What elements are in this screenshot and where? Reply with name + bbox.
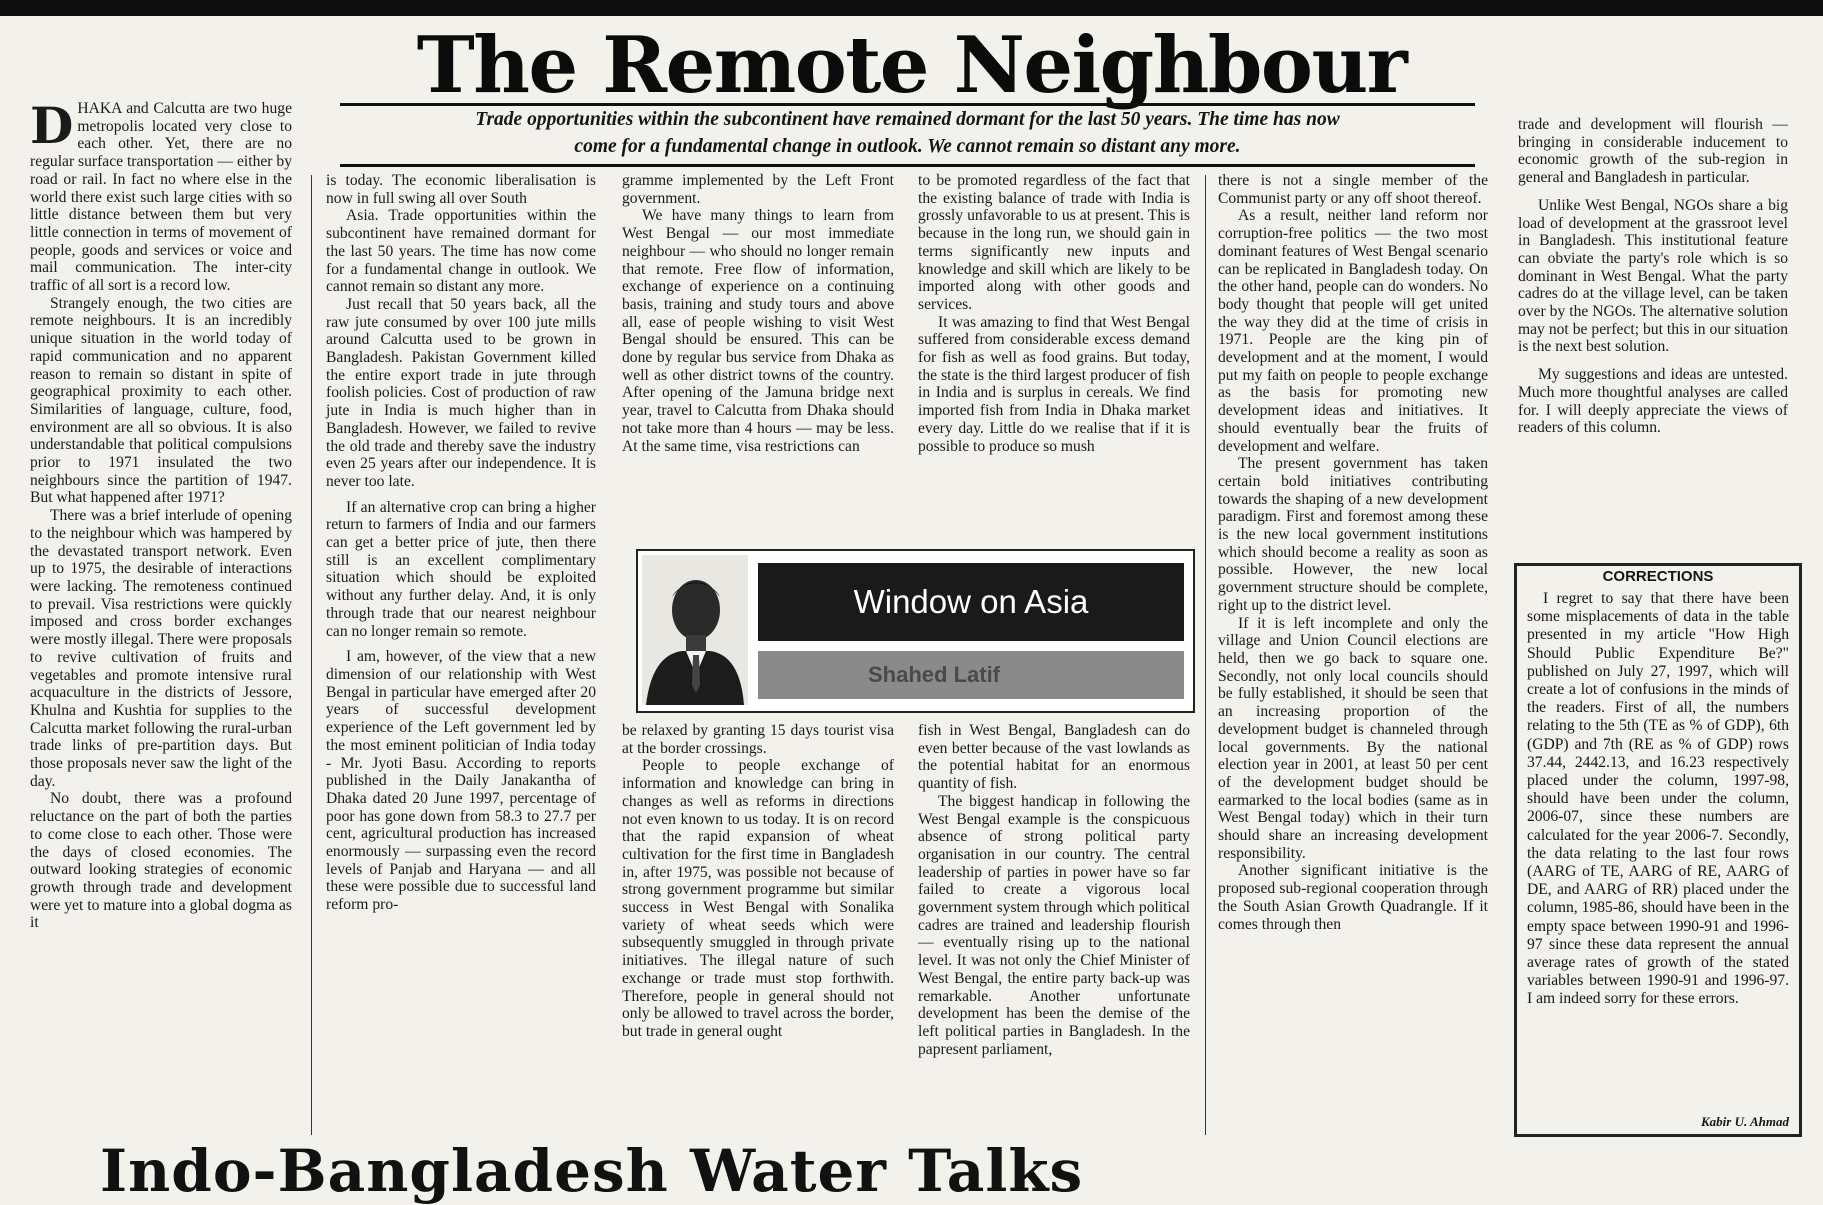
paragraph: As a result, neither land reform nor corruption-free politics — the two most dominant features of West Bengal scenario can be replicated in Bangladesh today. On the other hand, people can do wonders. No body thought that people will get united the way they did at the time of crisis in 1971. People are the king pin of development and at the moment, I would put my faith on people to people exchange as the basis for promoting new development ideas and initiatives. It should eventually bear the fruits of development and welfare. [1218,207,1488,455]
column-2 [326,172,596,1140]
author-portrait-icon [642,555,748,705]
deck-line-1: Trade opportunities within the subcontinent have remained dormant for the last 50 years. The time has now [475,109,1340,130]
article-deck [340,103,1475,167]
paragraph: My suggestions and ideas are untested. Much more thoughtful analyses are called for. I will deeply appreciate the views of readers of this column. [1518,366,1788,437]
corrections-box [1514,563,1802,1137]
paragraph: trade and development will flourish — bringing in considerable inducement to economic growth of the sub-region in general and Bangladesh in particular. [1518,116,1788,187]
paragraph: Unlike West Bengal, NGOs share a big load of development at the grassroot level in Bangladesh. This institutional feature can obviate the party's role which is so dominant in West Bengal. What the party cadres do at the village level, can be taken over by the NGOs. The alternative solution may not be perfect; but this in our situation is the next best solution. [1518,196,1788,356]
paragraph: It was amazing to find that West Bengal suffered from considerable excess demand for fish as well as food grains. But today, the state is the third largest producer of fish in India and is surplus in cereals. We find imported fish from India in Dhaka market every day. Little do we realise that if it is possible to produce so mush [918,313,1190,455]
paragraph: be relaxed by granting 15 days tourist visa at the border crossings. [622,722,894,757]
column-logo-box [636,549,1195,713]
column-3-top [622,172,894,536]
paragraph: No doubt, there was a profound reluctance on the part of both the parties to come close to each other. Those were the days of closed economies. The outward looking strategies of economic growth through trade and development were yet to mature into a global dogma as it [30,790,292,932]
column-3-bottom [622,722,894,1140]
column-4-bottom [918,722,1190,1140]
corrections-signature: Kabir U. Ahmad [1700,1114,1789,1129]
paragraph: Asia. Trade opportunities within the subcontinent have remained dormant for the last 50 years. The time has now come for a fundamental change in outlook. We cannot remain so distant any more. [326,207,596,296]
paragraph: Another significant initiative is the proposed sub-regional cooperation through the South Asian Growth Quadrangle. If it comes through then [1218,862,1488,933]
author-portrait-graphic [642,555,748,705]
column-divider [311,175,312,1135]
drop-cap: D [30,96,74,155]
paragraph: There was a brief interlude of opening to the neighbour which was hampered by the devastated transport network. Even up to 1975, the desirable of interactions were lacking. The remoteness continued to prevail. Visa restrictions were quickly imposed and cross border exchanges were mostly illegal. There were proposals to revive cultivation of fruits and vegetables and promote intensive rural acquaculture in the districts of Jessore, Khulna and Kushtia for supplies to the Calcutta market following the rural-urban trade links of pre-partition days. But those proposals never saw the light of the day. [30,507,292,790]
column-6 [1518,116,1788,556]
paragraph: We have many things to learn from West Bengal — our most immediate neighbour — who should no longer remain that remote. Free flow of information, exchange of experience on a continuing basis, training and study tours and above all, ease of people wishing to visit West Bengal should be ensured. This can be done by regular bus service from Dhaka as well as other district towns of the country. After opening of the Jamuna bridge next year, travel to Calcutta from Dhaka should not take more than 4 hours — may be less. At the same time, visa restrictions can [622,207,894,455]
paragraph: If an alternative crop can bring a higher return to farmers of India and our farmers can get a better price of jute, then there still is an excellent complimentary situation which should be exploited without any further delay. And, it is only through trade that our nearest neighbour can no longer remain so remote. [326,498,596,640]
author-name: Shahed Latif [758,651,1184,699]
column-1 [30,96,292,1140]
paragraph: If it is left incomplete and only the village and Union Council elections are held, then we go back to square one. Secondly, not only local councils should be fully established, it should be seen that an increasing proportion of the development budget is channeled through local governments. By the national election year in 2001, at least 50 per cent of the development budget should be earmarked to the local bodies (same as in West Bengal today) which in their turn should share an increasing development responsibility. [1218,614,1488,862]
paragraph: Strangely enough, the two cities are remote neighbours. It is an incredibly unique situation in the world today of rapid communication and no apparent reason to remain so distant in spite of geographical proximity to each other. Similarities of language, culture, food, environment are all so obvious. It is also understandable that political compulsions prior to 1971 insulated the two neighbours since the partition of 1947. But what happened after 1971? [30,294,292,507]
paragraph: to be promoted regardless of the fact that the existing balance of trade with India is grossly unfavorable to us at present. This is because in the long run, we should gain in terms significantly new inputs and knowledge and skill which are likely to be imported along with other goods and services. [918,172,1190,313]
paragraph: Just recall that 50 years back, all the raw jute consumed by over 100 jute mills around Calcutta used to be grown in Bangladesh. Pakistan Government killed the entire export trade in jute through foolish policies. Cost of production of raw jute in India is much higher than in Bangladesh. However, we failed to revive the old trade and thereby save the industry even 25 years after our independence. It is never too late. [326,295,596,490]
column-title: Window on Asia [758,563,1184,641]
corrections-body [1527,590,1789,1090]
paragraph: is today. The economic liberalisation is now in full swing all over South [326,172,596,207]
paragraph: DHAKA and Calcutta are two huge metropolis located very close to each other. Yet, there are no regular surface transportation — either by road or rail. In fact no where else in the world there exist such large cities with so little distance between them but very little connection in terms of movement of people, goods and services or voice and mail communication. The inter-city traffic of all sort is a record low. [30,96,292,295]
paragraph: gramme implemented by the Left Front government. [622,172,894,207]
next-headline-text: Indo-Bangladesh Water Talks [100,1137,1084,1205]
paragraph: I am, however, of the view that a new dimension of our relationship with West Bengal in particular have emerged after 20 years of successful development experience of the Left government led by the most eminent politician of India today - Mr. Jyoti Basu. According to reports published in the Daily Janakantha of Dhaka dated 20 June 1997, percentage of poor has gone down from 58.3 to 27.7 per cent, agricultural production has increased enormously — surpassing even the record levels of Panjab and Haryana — and all these were possible due to successful land reform pro- [326,648,596,914]
article-headline: The Remote Neighbour [416,20,1407,111]
top-black-rule [0,0,1823,16]
paragraph: there is not a single member of the Communist party or any off shoot thereof. [1218,172,1488,207]
next-article-headline-fragment [100,1137,1700,1205]
paragraph: The biggest handicap in following the West Bengal example is the conspicuous absence of strong political party organisation in our country. The central leadership of parties in power have so far failed to create a vigorous local government system through which political cadres are trained and leadership flourish — eventually rising up to the national level. It was not only the Chief Minister of West Bengal, the entire party back-up was remarkable. Another unfortunate development has been the demise of the left political parties in Bangladesh. In the papresent parliament, [918,792,1190,1058]
paragraph: fish in West Bengal, Bangladesh can do even better because of the vast lowlands as the potential habitat for an enormous quantity of fish. [918,722,1190,793]
column-divider [1205,175,1206,1135]
paragraph: People to people exchange of information and knowledge can bring in changes as well as reforms in directions not even known to us today. It is on record that the rapid expansion of wheat cultivation for the first time in Bangladesh in, after 1975, was possible not because of strong government programme but similar success in West Bengal with Sonalika variety of wheat seeds which were subsequently smuggled in through private initiatives. The illegal nature of such exchange or trade must stop forthwith. Therefore, people in general should not only be allowed to travel across the border, but trade in general ought [622,757,894,1040]
paragraph: I regret to say that there have been some misplacements of data in the table presented in my article "How High Should Public Expenditure Be?" published on July 27, 1997, which will create a lot of confusions in the minds of the readers. First of all, the numbers relating to the 5th (TE as % of GDP), 6th (GDP) and 7th (RE as % of GDP) rows 37.44, 2442.13, and 16.23 respectively placed under the column, 1997-98, should have been under the column, 2006-07, since these numbers are calculated for the year 2006-7. Secondly, the data relating to the last four rows (AARG of TE, AARG of RE, AARG of DE, and AARG of RR) placed under the column, 1985-86, should have been in the empty space between 1990-91 and 1996-97 since these data represent the annual average rates of growth of the stated variables between 1990-91 and 1996-97. I am indeed sorry for these errors. [1527,590,1789,1008]
corrections-title: CORRECTIONS [1602,568,1714,585]
column-5 [1218,172,1488,1140]
deck-line-2: come for a fundamental change in outlook. We cannot remain so distant any more. [574,136,1241,157]
paragraph: The present government has taken certain bold initiatives contributing towards the shaping of a new development paradigm. First and foremost among these is the new local government institutions which should become a reality as soon as possible. However, the new local government structure should be complete, right up to the district level. [1218,455,1488,614]
column-4-top [918,172,1190,536]
